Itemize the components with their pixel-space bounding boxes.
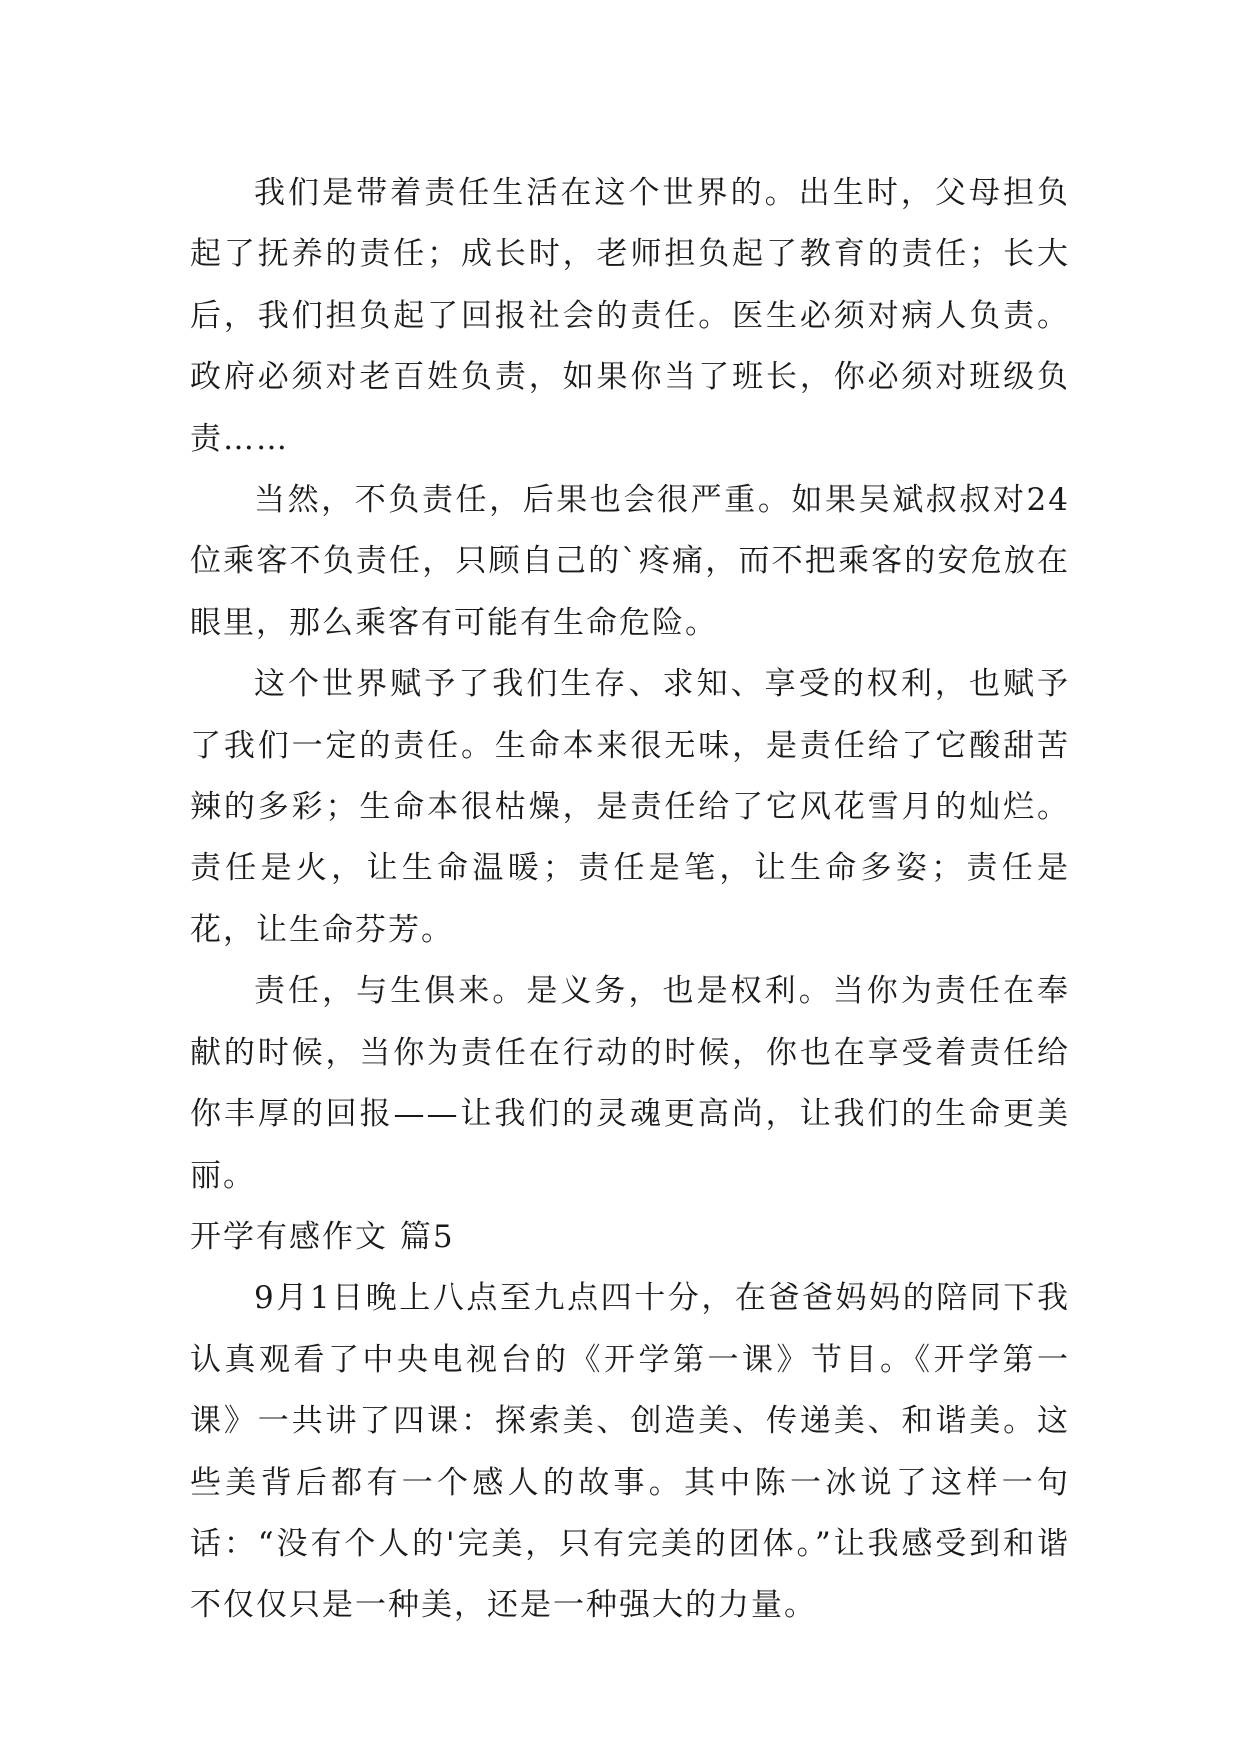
paragraph-consequences: 当然，不负责任，后果也会很严重。如果吴斌叔叔对24位乘客不负责任，只顾自己的`疼痛，而不把乘客的安危放在眼里，那么乘客有可能有生命危险。 [190, 482, 1070, 641]
paragraph-responsibility-intro: 我们是带着责任生活在这个世界的。出生时，父母担负起了抚养的责任；成长时，老师担负起了教育的责任；长大后，我们担负起了回报社会的责任。医生必须对病人负责。政府必须对老百姓负责，如果你当了班长，你必须对班级负责…… [190, 175, 1070, 457]
paragraph-responsibility-reward: 责任，与生俱来。是义务，也是权利。当你为责任在奉献的时候，当你为责任在行动的时候，你也在享受着责任给你丰厚的回报——让我们的灵魂更高尚，让我们的生命更美丽。 [190, 973, 1070, 1194]
section-heading: 开学有感作文 篇5 [190, 1218, 455, 1255]
document-body [190, 163, 1070, 1637]
paragraph-rights-and-duties: 这个世界赋予了我们生存、求知、享受的权利，也赋予了我们一定的责任。生命本来很无味，是责任给了它酸甜苦辣的多彩；生命本很枯燥，是责任给了它风花雪月的灿烂。责任是火，让生命温暖；责任是笔，让生命多姿；责任是花，让生命芬芳。 [190, 666, 1070, 948]
paragraph-first-lesson: 9月1日晚上八点至九点四十分，在爸爸妈妈的陪同下我认真观看了中央电视台的《开学第一课》节目。《开学第一课》一共讲了四课：探索美、创造美、传递美、和谐美。这些美背后都有一个感人的故事。其中陈一冰说了这样一句话：“没有个人的'完美，只有完美的团体。”让我感受到和谐不仅仅只是一种美，还是一种强大的力量。 [190, 1280, 1070, 1624]
